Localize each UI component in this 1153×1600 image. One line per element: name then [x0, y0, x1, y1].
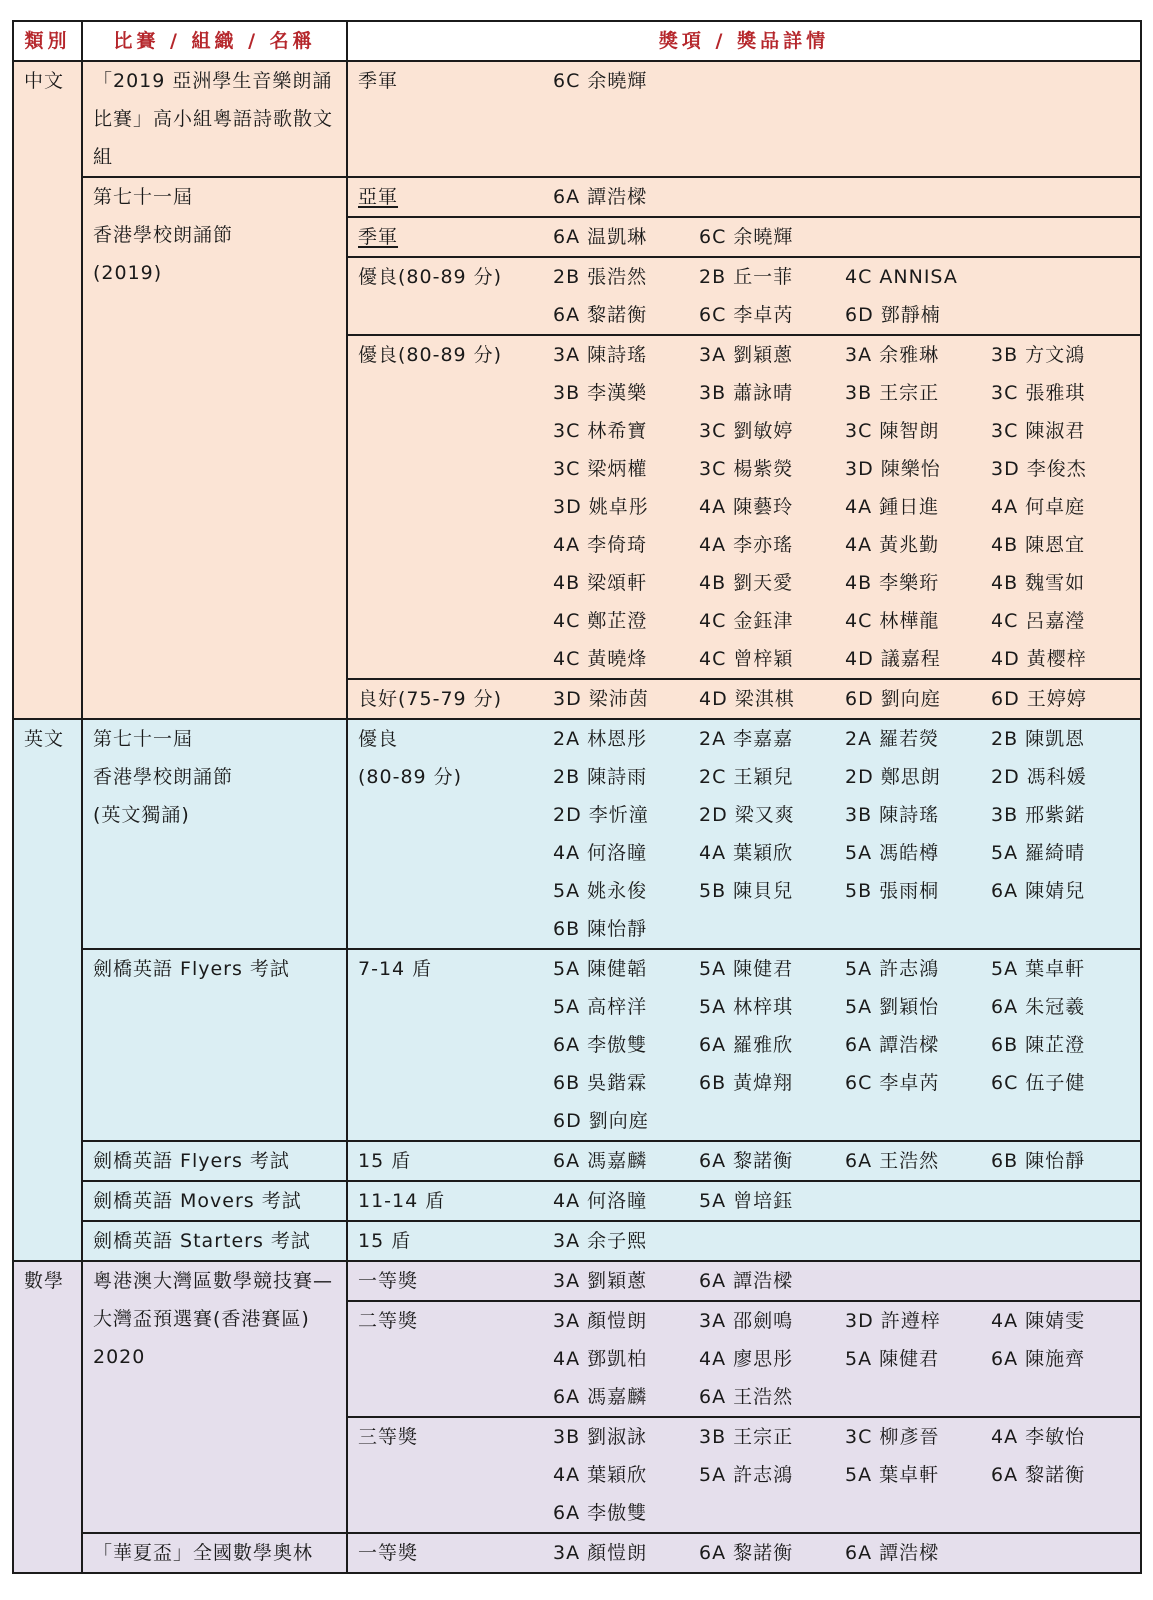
winner-list: [348, 720, 1140, 948]
winner-name: 4B 李樂珩: [845, 572, 940, 594]
table-row: [13, 1141, 1141, 1181]
winner-list: [348, 178, 1140, 216]
winner-name: 6C 李卓芮: [845, 1072, 940, 1094]
winner-name: 4C 林樺龍: [845, 610, 940, 632]
winner-list: [348, 950, 1140, 1140]
award-label: 優良(80-89 分): [358, 266, 503, 288]
winner-name: 6B 陳怡靜: [991, 1150, 1086, 1172]
winner-name: 6A 李傲雙: [553, 1034, 648, 1056]
winner-name: 6D 劉向庭: [553, 1110, 649, 1132]
winner-name: 3C 楊紫熒: [699, 458, 794, 480]
winner-name: 4C ANNISA: [845, 266, 958, 288]
winner-name: 3A 劉穎蔥: [553, 1270, 648, 1292]
category-cell: 數學: [13, 1261, 82, 1573]
winner-name: 6A 黎諾衡: [553, 304, 648, 326]
winner-name: 6A 譚浩樑: [553, 186, 648, 208]
winner-name: 5A 許志鴻: [845, 958, 940, 980]
winner-name: 5A 陳健君: [845, 1348, 940, 1370]
header-row: [13, 21, 1141, 61]
winner-name: 4A 陳婧雯: [991, 1310, 1086, 1332]
winner-name: 2D 馮科媛: [991, 766, 1087, 788]
winner-name: 6A 王浩然: [699, 1386, 794, 1408]
award-label: 15 盾: [358, 1230, 412, 1252]
winner-name: 2D 梁又爽: [699, 804, 795, 826]
table-row: [13, 1533, 1141, 1573]
header-award: 獎項 / 獎品詳情: [347, 21, 1141, 61]
winner-name: 2A 李嘉嘉: [699, 728, 794, 750]
award-label: 7-14 盾: [358, 958, 433, 980]
winner-name: 5A 林梓琪: [699, 996, 794, 1018]
winner-name: 4C 金鈺津: [699, 610, 794, 632]
winner-name: 3A 劉穎蔥: [699, 344, 794, 366]
winner-name: 2B 陳凱恩: [991, 728, 1086, 750]
winner-name: 2A 羅若熒: [845, 728, 940, 750]
winner-name: 5A 葉卓軒: [991, 958, 1086, 980]
winner-name: 6C 余曉輝: [699, 226, 794, 248]
winner-name: 3A 陳詩瑤: [553, 344, 648, 366]
category-cell: 英文: [13, 719, 82, 1261]
winner-name: 6A 李傲雙: [553, 1502, 648, 1524]
award-label: 一等獎: [358, 1542, 419, 1564]
winner-name: 6A 馮嘉麟: [553, 1150, 648, 1172]
winner-name: 5A 劉穎怡: [845, 996, 940, 1018]
winner-name: 3B 陳詩瑤: [845, 804, 940, 826]
winner-name: 4A 何洛瞳: [553, 1190, 648, 1212]
table-row: [13, 1221, 1141, 1261]
winner-name: 6A 黎諾衡: [699, 1150, 794, 1172]
winner-name: 6C 余曉輝: [553, 70, 648, 92]
winner-name: 6B 吳鍇霖: [553, 1072, 648, 1094]
table-row: [13, 949, 1141, 1141]
winner-name: 4A 黃兆勤: [845, 534, 940, 556]
winner-name: 6B 陳芷澄: [991, 1034, 1086, 1056]
table-row: [13, 61, 1141, 177]
winner-name: 6D 鄧靜楠: [845, 304, 941, 326]
winner-name: 4A 李敏怡: [991, 1426, 1086, 1448]
winner-name: 4D 黃樱梓: [991, 648, 1087, 670]
winner-name: 5A 陳健君: [699, 958, 794, 980]
winner-name: 3D 姚卓彤: [553, 496, 649, 518]
winner-name: 4C 鄭芷澄: [553, 610, 648, 632]
competition-name: 劍橋英語 Starters 考試: [82, 1221, 347, 1261]
winner-name: 3A 邵劍鳴: [699, 1310, 794, 1332]
winner-name: 4A 葉穎欣: [699, 842, 794, 864]
winner-list: [348, 1418, 1140, 1532]
award-label: 優良 (80-89 分): [358, 728, 463, 788]
winner-list: [348, 218, 1140, 256]
winner-name: 3C 梁炳權: [553, 458, 648, 480]
winner-name: 4A 李亦瑤: [699, 534, 794, 556]
table-row: [13, 719, 1141, 949]
winner-name: 5A 葉卓軒: [845, 1464, 940, 1486]
winner-name: 3D 李俊杰: [991, 458, 1087, 480]
winner-name: 2B 陳詩雨: [553, 766, 648, 788]
winner-name: 6D 劉向庭: [845, 688, 941, 710]
winner-name: 5A 馮皓樽: [845, 842, 940, 864]
winner-name: 3A 余雅琳: [845, 344, 940, 366]
winner-name: 3D 許遵梓: [845, 1310, 941, 1332]
winner-name: 6A 譚浩樑: [845, 1542, 940, 1564]
award-label: 三等獎: [358, 1426, 419, 1448]
winner-name: 4D 梁淇棋: [699, 688, 795, 710]
winner-name: 2B 張浩然: [553, 266, 648, 288]
winner-name: 6A 陳婧兒: [991, 880, 1086, 902]
winner-name: 3C 陳淑君: [991, 420, 1086, 442]
header-competition: 比賽 / 組織 / 名稱: [82, 21, 347, 61]
winner-name: 2D 鄭思朗: [845, 766, 941, 788]
award-label: 二等獎: [358, 1310, 419, 1332]
award-label: 亞軍: [358, 186, 399, 208]
winner-name: 6A 王浩然: [845, 1150, 940, 1172]
winner-name: 3C 柳彥晉: [845, 1426, 940, 1448]
winner-name: 4A 鄧凱柏: [553, 1348, 648, 1370]
competition-name: 粵港澳大灣區數學競技賽—大灣盃預選賽(香港賽區) 2020: [82, 1261, 347, 1533]
winner-name: 3A 顏愷朗: [553, 1542, 648, 1564]
award-label: 良好(75-79 分): [358, 688, 503, 710]
winner-name: 5B 陳貝兒: [699, 880, 794, 902]
winner-name: 6A 黎諾衡: [991, 1464, 1086, 1486]
winner-name: 5A 陳健韜: [553, 958, 648, 980]
winner-name: 4C 黃曉烽: [553, 648, 648, 670]
award-label: 季軍: [358, 70, 399, 92]
competition-name: 第七十一屆 香港學校朗誦節 (英文獨誦): [82, 719, 347, 949]
winner-name: 6A 朱冠羲: [991, 996, 1086, 1018]
winner-name: 3B 王宗正: [699, 1426, 794, 1448]
winner-name: 3C 劉敏婷: [699, 420, 794, 442]
winner-name: 4A 何洛瞳: [553, 842, 648, 864]
table-row: [13, 1181, 1141, 1221]
winner-name: 6C 李卓芮: [699, 304, 794, 326]
winner-name: 3B 李漢樂: [553, 382, 648, 404]
table-row: [13, 1261, 1141, 1301]
winner-list: [348, 1142, 1140, 1180]
winner-name: 5B 張雨桐: [845, 880, 940, 902]
winner-list: [348, 1302, 1140, 1416]
table-row: [13, 177, 1141, 217]
award-label: 一等獎: [358, 1270, 419, 1292]
competition-name: 第七十一屆 香港學校朗誦節 (2019): [82, 177, 347, 719]
winner-name: 3B 劉淑詠: [553, 1426, 648, 1448]
awards-table: [12, 20, 1142, 1574]
winner-name: 3A 余子熙: [553, 1230, 648, 1252]
winner-list: [348, 1534, 1140, 1572]
award-label: 11-14 盾: [358, 1190, 446, 1212]
winner-list: [348, 1182, 1140, 1220]
winner-list: [348, 1222, 1140, 1260]
winner-name: 6B 黃煒翔: [699, 1072, 794, 1094]
winner-name: 3B 邢紫鍩: [991, 804, 1086, 826]
award-label: 季軍: [358, 226, 399, 248]
winner-name: 3D 陳樂怡: [845, 458, 941, 480]
winner-name: 3C 林希寶: [553, 420, 648, 442]
competition-name: 劍橋英語 Movers 考試: [82, 1181, 347, 1221]
winner-name: 6A 黎諾衡: [699, 1542, 794, 1564]
winner-name: 4A 葉穎欣: [553, 1464, 648, 1486]
header-category: 類別: [13, 21, 82, 61]
winner-name: 5A 許志鴻: [699, 1464, 794, 1486]
winner-name: 6C 伍子健: [991, 1072, 1086, 1094]
winner-name: 4B 魏雪如: [991, 572, 1086, 594]
winner-name: 4A 廖思彤: [699, 1348, 794, 1370]
winner-name: [991, 258, 1137, 296]
winner-name: 6A 馮嘉麟: [553, 1386, 648, 1408]
category-cell: 中文: [13, 61, 82, 719]
winner-name: 6A 譚浩樑: [699, 1270, 794, 1292]
award-label: 優良(80-89 分): [358, 344, 503, 366]
winner-name: 4B 梁頌軒: [553, 572, 648, 594]
competition-name: 劍橋英語 Flyers 考試: [82, 949, 347, 1141]
winner-name: 6A 羅雅欣: [699, 1034, 794, 1056]
competition-name: 「華夏盃」全國數學奧林: [82, 1533, 347, 1573]
winner-name: 4C 曾梓穎: [699, 648, 794, 670]
winner-name: 3C 陳智朗: [845, 420, 940, 442]
winner-name: 4D 議嘉程: [845, 648, 941, 670]
winner-name: 2D 李忻潼: [553, 804, 649, 826]
winner-name: 4B 劉天愛: [699, 572, 794, 594]
winner-name: 3D 梁沛茵: [553, 688, 649, 710]
winner-name: 5A 曾培鈺: [699, 1190, 794, 1212]
winner-name: 4A 何卓庭: [991, 496, 1086, 518]
winner-name: 6A 陳施齊: [991, 1348, 1086, 1370]
winner-name: 6A 譚浩樑: [845, 1034, 940, 1056]
winner-name: 3B 王宗正: [845, 382, 940, 404]
winner-name: 3B 方文鴻: [991, 344, 1086, 366]
winner-name: 2A 林恩彤: [553, 728, 648, 750]
competition-name: 「2019 亞洲學生音樂朗誦比賽」高小組粵語詩歌散文組: [82, 61, 347, 177]
winner-name: 2B 丘一菲: [699, 266, 794, 288]
winner-name: 5A 羅綺晴: [991, 842, 1086, 864]
winner-name: 3C 張雅琪: [991, 382, 1086, 404]
winner-name: 3A 顏愷朗: [553, 1310, 648, 1332]
competition-name: 劍橋英語 Flyers 考試: [82, 1141, 347, 1181]
winner-name: 4C 呂嘉瀅: [991, 610, 1086, 632]
winner-name: 6B 陳怡靜: [553, 918, 648, 940]
winner-name: 4B 陳恩宜: [991, 534, 1086, 556]
winner-name: 5A 姚永俊: [553, 880, 648, 902]
winner-name: 5A 高梓洋: [553, 996, 648, 1018]
winner-name: 3B 蕭詠晴: [699, 382, 794, 404]
winner-list: [348, 1262, 1140, 1300]
winner-list: [348, 336, 1140, 678]
winner-name: 6A 温凱琳: [553, 226, 648, 248]
winner-name: 4A 鍾日進: [845, 496, 940, 518]
winner-name: 2C 王穎兒: [699, 766, 794, 788]
winner-list: [348, 62, 1140, 100]
award-label: 15 盾: [358, 1150, 412, 1172]
winner-name: 6D 王婷婷: [991, 688, 1087, 710]
winner-name: 4A 陳藝玲: [699, 496, 794, 518]
winner-name: 4A 李倚琦: [553, 534, 648, 556]
